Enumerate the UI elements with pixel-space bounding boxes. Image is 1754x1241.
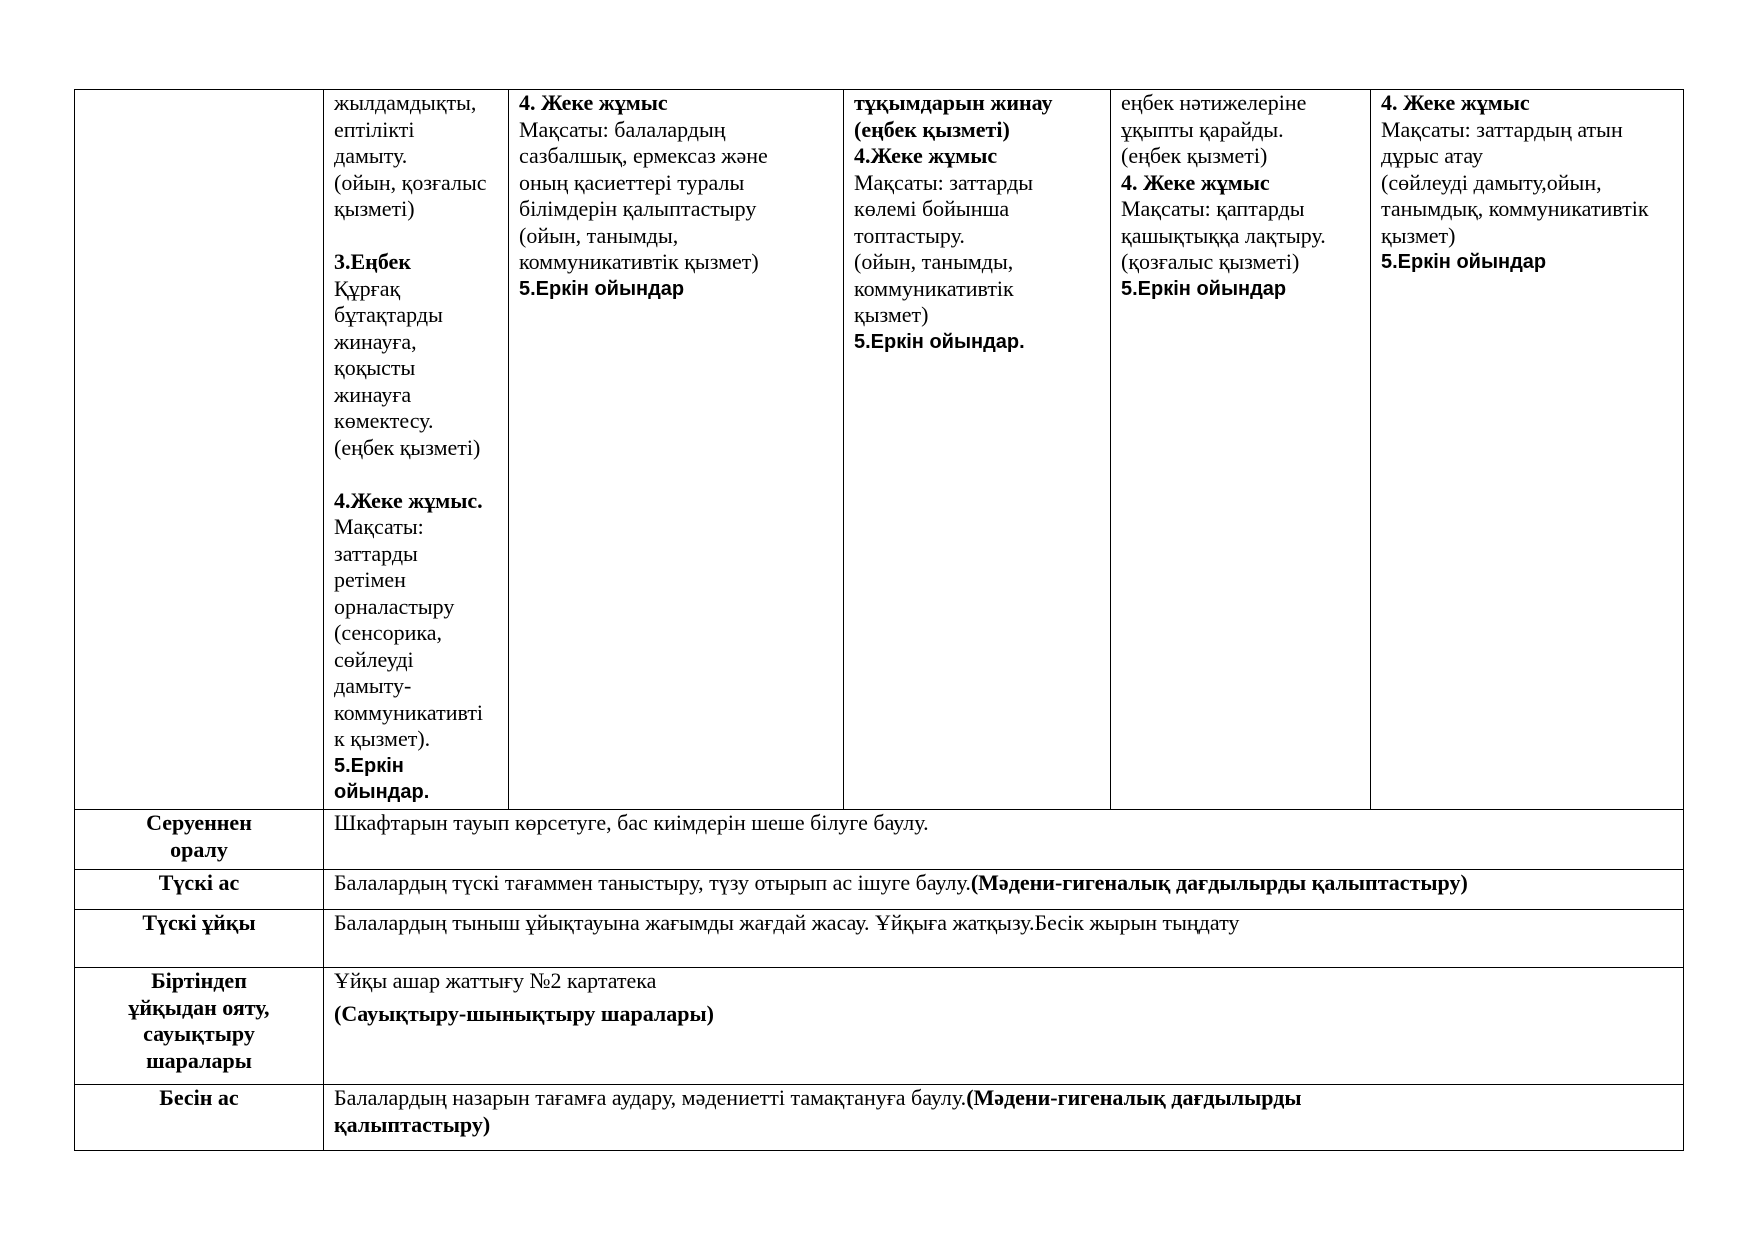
- cell-text-line: (сенсорика,: [334, 620, 443, 645]
- routine-head: [75, 1085, 324, 1151]
- cell-heading-line: 3.Еңбек: [334, 249, 411, 274]
- spacer: [334, 461, 498, 488]
- routine-body-bold-text: (Сауықтыру-шынықтыру шаралары): [334, 1000, 714, 1026]
- cell-text-line: дұрыс атау: [1381, 143, 1483, 168]
- cell-text-line: бұтақтарды: [334, 302, 443, 327]
- routine-body-text: Балалардың назарын тағамға аудару, мәдениетті тамақтануға баулу.: [334, 1085, 967, 1110]
- daily-plan-table: [74, 89, 1684, 1151]
- cell-text-line: к қызмет).: [334, 726, 431, 751]
- cell-text-line: ептілікті: [334, 116, 415, 142]
- cell-text-line: коммуникативтік қызмет): [519, 249, 759, 274]
- cell-text-line: (қозғалыс қызметі): [1121, 249, 1300, 274]
- routine-head-line: шаралары: [146, 1047, 252, 1073]
- routine-body-text: Ұйқы ашар жаттығу №2 картатека: [334, 968, 657, 993]
- cell-text-line: қызметі): [334, 196, 415, 221]
- cell-text-line: (еңбек қызметі): [334, 434, 481, 460]
- cell-text-line: оның қасиеттері туралы: [519, 169, 745, 195]
- cell-heading-line: 5.Еркін: [334, 754, 404, 777]
- routine-body-line: [334, 870, 1673, 897]
- cell-text-line: көмектесу.: [334, 408, 434, 433]
- routine-head-line: сауықтыру: [143, 1021, 255, 1046]
- activity-cell-2: [509, 90, 844, 810]
- cell-heading-line: 5.Еркін ойындар: [519, 277, 685, 300]
- routine-body: [324, 910, 1684, 968]
- cell-heading-line: 4. Жеке жұмыс: [1381, 90, 1530, 115]
- cell-text-line: Мақсаты: балалардың: [519, 116, 726, 142]
- routine-row: [75, 968, 1684, 1085]
- row-header-empty: [75, 90, 324, 810]
- cell-text-line: Мақсаты: заттардың атын: [1381, 116, 1623, 142]
- routine-head: [75, 870, 324, 910]
- routine-head-line: Түскі ұйқы: [142, 910, 256, 935]
- cell-text-line: топтастыру.: [854, 222, 965, 248]
- cell-text-line: орналастыру: [334, 593, 455, 619]
- cell-text-line: (ойын, қозғалыс: [334, 169, 487, 195]
- routine-head-line: Серуеннен: [146, 810, 252, 835]
- cell-text-line: қызмет): [1381, 222, 1456, 248]
- routine-head: [75, 910, 324, 968]
- cell-heading-line: 5.Еркін ойындар: [1381, 251, 1547, 273]
- routine-row: [75, 910, 1684, 968]
- routine-body: [324, 870, 1684, 910]
- cell-text-line: қашықтыққа лақтыру.: [1121, 222, 1326, 248]
- routine-body-text: Балалардың түскі тағаммен таныстыру, түзу отырып ас ішуге баулу.: [334, 870, 971, 895]
- routine-body-line: [334, 968, 1673, 995]
- cell-text-line: ретімен: [334, 567, 406, 592]
- routine-row: [75, 870, 1684, 910]
- spacer: [334, 223, 498, 250]
- cell-heading-line: 4. Жеке жұмыс: [519, 90, 668, 115]
- routine-row: [75, 1085, 1684, 1151]
- activity-cell-5: [1371, 90, 1684, 810]
- routine-head: [75, 810, 324, 870]
- routine-body-bold-text: қалыптастыру): [334, 1111, 491, 1137]
- routine-body-text: Балалардың тыныш ұйықтауына жағымды жағдай жасау. Ұйқыға жатқызу.Бесік жырын тыңдату: [334, 910, 1240, 935]
- cell-text-line: (еңбек қызметі): [1121, 143, 1268, 168]
- cell-text-line: заттарды: [334, 540, 418, 566]
- activity-cell-4: [1111, 90, 1371, 810]
- cell-text-line: білімдерін қалыптастыру: [519, 196, 757, 221]
- cell-text-line: еңбек нәтижелеріне: [1121, 90, 1307, 115]
- routine-head-line: Біртіндеп: [151, 968, 247, 993]
- cell-text-line: жинауға: [334, 381, 412, 407]
- cell-text-line: жылдамдықты,: [334, 90, 477, 115]
- routine-body-line: [334, 810, 1673, 837]
- cell-text-line: танымдық, коммуникативтік: [1381, 196, 1649, 221]
- cell-text-line: қоқысты: [334, 355, 416, 380]
- cell-text-line: дамыту-: [334, 673, 412, 698]
- routine-body-line: [334, 910, 1673, 937]
- routine-head-line: Бесін ас: [159, 1085, 239, 1110]
- cell-text-line: коммуникативтік: [854, 275, 1014, 301]
- cell-heading-line: ойындар.: [334, 781, 430, 803]
- cell-text-line: дамыту.: [334, 143, 408, 168]
- cell-heading-line: 4. Жеке жұмыс: [1121, 169, 1270, 195]
- cell-text-line: Мақсаты: қаптарды: [1121, 196, 1305, 221]
- cell-heading-line: 5.Еркін ойындар: [1121, 277, 1287, 300]
- cell-text-line: Мақсаты:: [334, 514, 424, 539]
- routine-row: [75, 810, 1684, 870]
- cell-heading-line: 5.Еркін ойындар.: [854, 330, 1025, 353]
- cell-text-line: Мақсаты: заттарды: [854, 169, 1034, 195]
- routine-head: [75, 968, 324, 1085]
- routine-head-line: Түскі ас: [158, 870, 240, 895]
- routine-body-bold-text: (Мәдени-гигеналық дағдылырды: [966, 1085, 1302, 1110]
- routine-body: [324, 968, 1684, 1085]
- routine-body-text: Шкафтарын тауып көрсетуге, бас киімдерін шеше білуге баулу.: [334, 810, 929, 835]
- routine-head-line: оралу: [170, 836, 228, 862]
- routine-body-bold-text: (Мәдени-гигеналық дағдылырды қалыптастыру): [970, 870, 1468, 895]
- cell-text-line: сөйлеуді: [334, 646, 414, 672]
- cell-text-line: жинауға,: [334, 328, 417, 354]
- cell-text-line: Құрғақ: [334, 275, 401, 301]
- cell-heading-line: 4.Жеке жұмыс.: [334, 487, 483, 513]
- routine-body-line: [334, 1112, 1673, 1139]
- cell-text-line: (ойын, танымды,: [854, 249, 1014, 274]
- cell-text-line: қызмет): [854, 302, 929, 327]
- activity-row: [75, 90, 1684, 810]
- routine-head-line: ұйқыдан ояту,: [128, 994, 270, 1020]
- cell-text-line: (ойын, танымды,: [519, 222, 679, 248]
- cell-heading-line: 4.Жеке жұмыс: [854, 143, 998, 168]
- cell-text-line: көлемі бойынша: [854, 196, 1010, 221]
- cell-heading-line: (еңбек қызметі): [854, 116, 1010, 142]
- routine-body-line: [334, 1001, 1673, 1028]
- routine-body: [324, 810, 1684, 870]
- activity-cell-3: [844, 90, 1111, 810]
- routine-body: [324, 1085, 1684, 1151]
- cell-text-line: ұқыпты қарайды.: [1121, 116, 1284, 142]
- activity-cell-1: [324, 90, 509, 810]
- cell-text-line: сазбалшық, ермексаз және: [519, 143, 768, 168]
- cell-heading-line: тұқымдарын жинау: [854, 90, 1053, 115]
- cell-text-line: коммуникативті: [334, 699, 484, 725]
- cell-text-line: (сөйлеуді дамыту,ойын,: [1381, 169, 1602, 195]
- routine-body-line: [334, 1085, 1673, 1112]
